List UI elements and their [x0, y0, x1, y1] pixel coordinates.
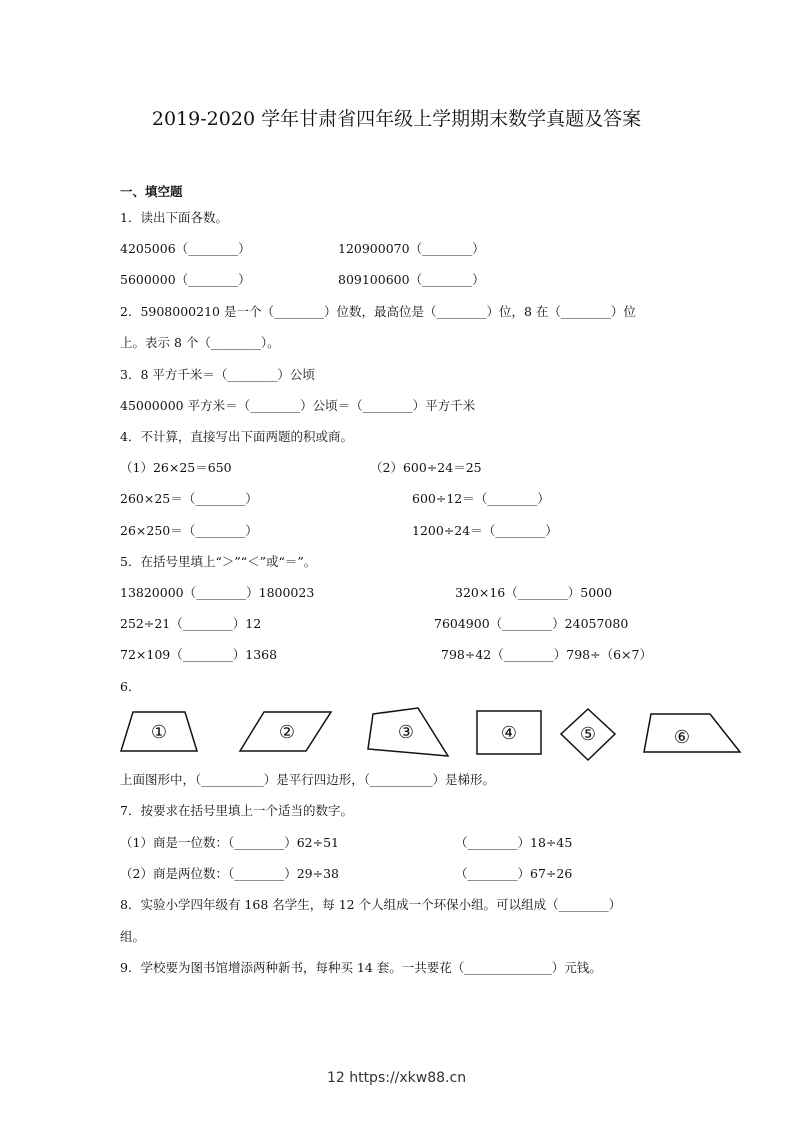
q5-row3-right: 798÷42（________）798÷（6×7） — [441, 647, 652, 662]
q4-row2-left: 260×25＝（________） — [120, 491, 258, 506]
shape-label-4: ④ — [500, 723, 518, 744]
shape-label-5: ⑤ — [579, 724, 597, 745]
shape-label-1: ① — [150, 722, 168, 743]
shape-6-trapezoid — [644, 714, 740, 752]
q8-line1: 8．实验小学四年级有 168 名学生，每 12 个人组成一个环保小组。可以组成（________） — [120, 897, 622, 912]
q6-shapes-figure — [0, 700, 793, 770]
q5-row2-left: 252÷21（________）12 — [120, 616, 262, 631]
shape-label-2: ② — [278, 722, 296, 743]
shape-label-3: ③ — [397, 722, 415, 743]
q3-line2: 45000000 平方米＝（________）公顷＝（________）平方千米 — [120, 398, 476, 413]
q5-row2-right: 7604900（________）24057080 — [434, 616, 629, 631]
page-title: 2019-2020 学年甘肃省四年级上学期期末数学真题及答案 — [151, 108, 642, 130]
q6-answer-line: 上面图形中，（__________）是平行四边形，（__________）是梯形。 — [120, 772, 496, 787]
q4-row3-right: 1200÷24＝（________） — [412, 523, 558, 538]
q8-line2: 组。 — [120, 929, 146, 944]
q9-line1: 9．学校要为图书馆增添两种新书，每种买 14 套。一共要花（______________）元钱。 — [120, 960, 602, 975]
q5-row3-left: 72×109（________）1368 — [120, 647, 278, 662]
section-heading-fill-blank: 一、填空题 — [120, 184, 183, 199]
q2-line2: 上。表示 8 个（________）。 — [120, 335, 280, 350]
q1-item-a: 4205006（________） — [120, 241, 251, 256]
q5-stem: 5．在括号里填上“＞”“＜”或“＝”。 — [120, 554, 317, 569]
q6-stem: 6． — [120, 679, 141, 694]
shape-label-6: ⑥ — [673, 727, 691, 748]
q7-row1-left: （1）商是一位数：（________）62÷51 — [120, 835, 339, 850]
q7-row1-right: （________）18÷45 — [455, 835, 573, 850]
q7-stem: 7．按要求在括号里填上一个适当的数字。 — [120, 803, 353, 818]
q7-row2-right: （________）67÷26 — [455, 866, 573, 881]
q1-stem: 1．读出下面各数。 — [120, 210, 228, 225]
q4-stem: 4．不计算，直接写出下面两题的积或商。 — [120, 429, 353, 444]
q2-line1: 2．5908000210 是一个（________）位数，最高位是（________）位，8 在（________）位 — [120, 304, 636, 319]
q4-row3-left: 26×250＝（________） — [120, 523, 258, 538]
q4-row1-right: （2）600÷24＝25 — [370, 460, 482, 475]
q7-row2-left: （2）商是两位数：（________）29÷38 — [120, 866, 339, 881]
q1-item-b: 120900070（________） — [338, 241, 485, 256]
q1-item-d: 809100600（________） — [338, 272, 485, 287]
page-footer: 12 https://xkw88.cn — [326, 1070, 467, 1086]
q5-row1-right: 320×16（________）5000 — [455, 585, 613, 600]
q4-row2-right: 600÷12＝（________） — [412, 491, 550, 506]
q1-item-c: 5600000（________） — [120, 272, 251, 287]
q4-row1-left: （1）26×25＝650 — [120, 460, 232, 475]
q3-line1: 3．8 平方千米＝（________）公顷 — [120, 367, 315, 382]
q5-row1-left: 13820000（________）1800023 — [120, 585, 315, 600]
